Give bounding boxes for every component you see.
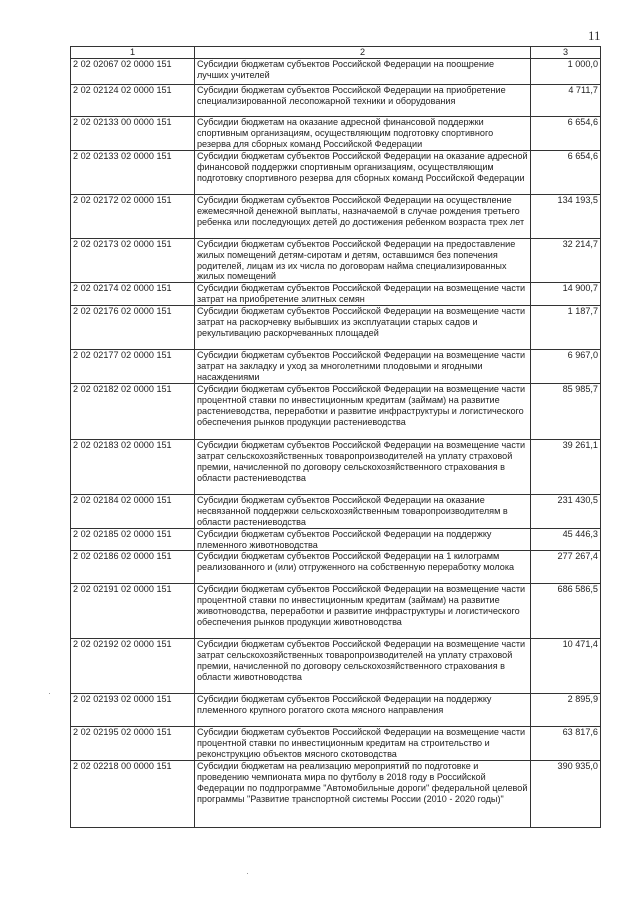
subsidy-name: Субсидии бюджетам субъектов Российской Федерации на 1 килограмм реализованного и (или) отгруженного на собственную переработку молока xyxy=(195,551,531,584)
budget-code: 2 02 02133 02 0000 151 xyxy=(71,150,195,194)
table-row xyxy=(71,727,601,761)
subsidy-name: Субсидии бюджетам субъектов Российской Федерации на возмещение части затрат на приобретение элитных семян xyxy=(195,283,531,306)
amount: 686 586,5 xyxy=(531,584,601,639)
amount: 32 214,7 xyxy=(531,238,601,283)
table-row xyxy=(71,528,601,551)
table-row xyxy=(71,283,601,306)
amount: 231 430,5 xyxy=(531,494,601,528)
amount: 63 817,6 xyxy=(531,727,601,761)
budget-code: 2 02 02191 02 0000 151 xyxy=(71,584,195,639)
budget-table xyxy=(70,46,601,828)
subsidy-name: Субсидии бюджетам субъектов Российской Федерации на возмещение части процентной ставки по инвестиционным кредитам (займам) на развитие растениеводства, переработки и развитие инфраструктуры и логистического обеспечения рынков продукции растениеводства xyxy=(195,383,531,439)
subsidy-name: Субсидии бюджетам субъектов Российской Федерации на оказание адресной финансовой поддержки спортивным организациям, осуществляющим подготовку спортивного резерва для сборных команд Российской Федерации xyxy=(195,150,531,194)
subsidy-name: Субсидии бюджетам субъектов Российской Федерации на приобретение специализированной лесопожарной техники и оборудования xyxy=(195,85,531,117)
amount: 1 000,0 xyxy=(531,59,601,85)
budget-code: 2 02 02195 02 0000 151 xyxy=(71,727,195,761)
amount: 134 193,5 xyxy=(531,194,601,238)
budget-code: 2 02 02173 02 0000 151 xyxy=(71,238,195,283)
table-row xyxy=(71,551,601,584)
budget-code: 2 02 02218 00 0000 151 xyxy=(71,761,195,828)
table-row xyxy=(71,439,601,494)
subsidy-name: Субсидии бюджетам субъектов Российской Федерации на возмещение части процентной ставки по инвестиционным кредитам на строительство и реконструкцию объектов мясного скотоводства xyxy=(195,727,531,761)
budget-code: 2 02 02185 02 0000 151 xyxy=(71,528,195,551)
budget-code: 2 02 02172 02 0000 151 xyxy=(71,194,195,238)
amount: 390 935,0 xyxy=(531,761,601,828)
amount: 39 261,1 xyxy=(531,439,601,494)
budget-code: 2 02 02186 02 0000 151 xyxy=(71,551,195,584)
budget-code: 2 02 02176 02 0000 151 xyxy=(71,306,195,350)
table-row xyxy=(71,117,601,151)
table-row xyxy=(71,306,601,350)
table-row xyxy=(71,584,601,639)
table-row xyxy=(71,639,601,694)
subsidy-name: Субсидии бюджетам субъектов Российской Федерации на поддержку племенного животноводства xyxy=(195,528,531,551)
column-header-sum: 3 xyxy=(531,47,601,59)
budget-code: 2 02 02193 02 0000 151 xyxy=(71,694,195,727)
amount: 10 471,4 xyxy=(531,639,601,694)
budget-code: 2 02 02067 02 0000 151 xyxy=(71,59,195,85)
column-header-code: 1 xyxy=(71,47,195,59)
budget-code: 2 02 02133 00 0000 151 xyxy=(71,117,195,151)
subsidy-name: Субсидии бюджетам субъектов Российской Федерации на поощрение лучших учителей xyxy=(195,59,531,85)
subsidy-name: Субсидии бюджетам субъектов Российской Федерации на возмещение части затрат сельскохозяйственных товаропроизводителей на уплату страховой премии, начисленной по договору сельскохозяйственного страхования в области животноводства xyxy=(195,639,531,694)
table-row xyxy=(71,194,601,238)
subsidy-name: Субсидии бюджетам субъектов Российской Федерации на возмещение части затрат сельскохозяйственных товаропроизводителей на уплату страховой премии, начисленной по договору сельскохозяйственного страхования в области растениеводства xyxy=(195,439,531,494)
amount: 14 900,7 xyxy=(531,283,601,306)
amount: 1 187,7 xyxy=(531,306,601,350)
table-row xyxy=(71,694,601,727)
table-row xyxy=(71,85,601,117)
table-row xyxy=(71,350,601,384)
subsidy-name: Субсидии бюджетам субъектов Российской Федерации на предоставление жилых помещений детям-сиротам и детям, оставшимся без попечения родителей, лицам из их числа по договорам найма специализированных жилых помещений xyxy=(195,238,531,283)
subsidy-name: Субсидии бюджетам на реализацию мероприятий по подготовке и проведению чемпионата мира по футболу в 2018 году в Российской Федерации по подпрограмме "Автомобильные дороги" федеральной целевой программы "Развитие транспортной системы России (2010 - 2020 годы)" xyxy=(195,761,531,828)
budget-code: 2 02 02177 02 0000 151 xyxy=(71,350,195,384)
subsidy-name: Субсидии бюджетам субъектов Российской Федерации на поддержку племенного крупного рогатого скота мясного направления xyxy=(195,694,531,727)
header-row xyxy=(71,47,601,59)
subsidy-name: Субсидии бюджетам субъектов Российской Федерации на осуществление ежемесячной денежной выплаты, назначаемой в случае рождения третьего ребенка или последующих детей до достижения ребенком возраста трех лет xyxy=(195,194,531,238)
column-header-name: 2 xyxy=(195,47,531,59)
table-header xyxy=(71,47,601,59)
table-row xyxy=(71,59,601,85)
table-row xyxy=(71,383,601,439)
budget-code: 2 02 02174 02 0000 151 xyxy=(71,283,195,306)
amount: 45 446,3 xyxy=(531,528,601,551)
budget-code: 2 02 02192 02 0000 151 xyxy=(71,639,195,694)
table-row xyxy=(71,761,601,828)
scan-speck: · xyxy=(48,688,51,698)
table-row xyxy=(71,494,601,528)
page-number: 11 xyxy=(588,28,601,43)
budget-code: 2 02 02184 02 0000 151 xyxy=(71,494,195,528)
amount: 6 654,6 xyxy=(531,117,601,151)
subsidy-name: Субсидии бюджетам субъектов Российской Федерации на возмещение части затрат на раскорчевку выбывших из эксплуатации старых садов и рекультивацию раскорчеванных площадей xyxy=(195,306,531,350)
amount: 277 267,4 xyxy=(531,551,601,584)
table-body xyxy=(71,59,601,828)
scan-speck: · xyxy=(246,868,249,878)
subsidy-name: Субсидии бюджетам субъектов Российской Федерации на возмещение части затрат на закладку и уход за многолетними плодовыми и ягодными насаждениями xyxy=(195,350,531,384)
budget-code: 2 02 02124 02 0000 151 xyxy=(71,85,195,117)
amount: 4 711,7 xyxy=(531,85,601,117)
budget-code: 2 02 02183 02 0000 151 xyxy=(71,439,195,494)
budget-code: 2 02 02182 02 0000 151 xyxy=(71,383,195,439)
amount: 6 654,6 xyxy=(531,150,601,194)
amount: 85 985,7 xyxy=(531,383,601,439)
amount: 6 967,0 xyxy=(531,350,601,384)
subsidy-name: Субсидии бюджетам на оказание адресной финансовой поддержки спортивным организациям, осуществляющим подготовку спортивного резерва для сборных команд Российской Федерации xyxy=(195,117,531,151)
amount: 2 895,9 xyxy=(531,694,601,727)
subsidy-name: Субсидии бюджетам субъектов Российской Федерации на возмещение части процентной ставки по инвестиционным кредитам (займам) на развитие животноводства, переработки и развитие инфраструктуры и логистического обеспечения рынков продукции животноводства xyxy=(195,584,531,639)
subsidy-name: Субсидии бюджетам субъектов Российской Федерации на оказание несвязанной поддержки сельскохозяйственным товаропроизводителям в области растениеводства xyxy=(195,494,531,528)
table-row xyxy=(71,238,601,283)
table-row xyxy=(71,150,601,194)
